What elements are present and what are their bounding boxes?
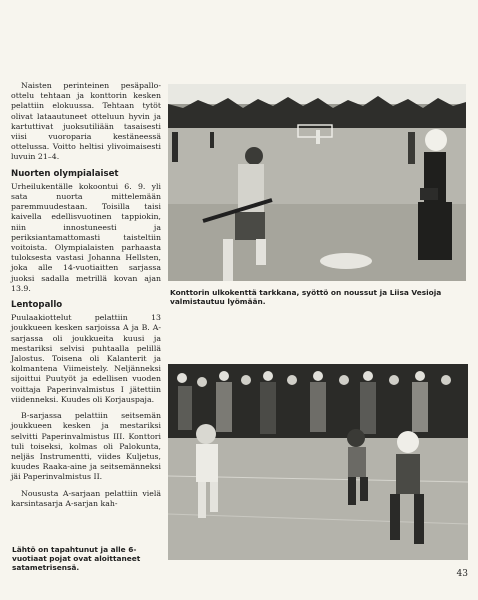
intro-paragraph: Naisten perinteinen pesäpallo-ottelu tehtaan ja konttorin kesken pelattiin elokuussa. Tehtaan tytöt olivat lataautuneet otteluun hyvin ja kartuttivat juoksutiliään tasaisesti viisi vuoroparia kestäneessä ottelussa. Voitto heltisi ylivoimaisesti luvuin 21–4.: [11, 81, 161, 162]
photo-juoksu-caption: Lähtö on tapahtunut ja alle 6-vuotiaat pojat ovat aloittaneet satametrisensä.: [12, 545, 141, 572]
page-number: 43: [456, 569, 468, 579]
olympics-paragraph: Urheilukentälle kokoontui 6. 9. yli sata nuorta mittelemään paremmuudestaan. Toisilla taisi kaivella edellisvuotinen tappiokin, niin innostuneesti ja periksiantamattomasti taisteltiin voitoista. Olympialaisten parhaasta tuloksesta vastasi Johanna Hellsten, joka alle 14-vuotiaitten sarjassa juoksi sadalla metrillä kovan ajan 13.9.: [11, 181, 161, 293]
photo-pesapallo-image: [168, 84, 466, 281]
section-heading-olympics: Nuorten olympialaiset: [11, 168, 119, 179]
volleyball-paragraph-3: Noususta A-sarjaan pelattiin vielä karsintasarja A-sarjan kah-: [11, 488, 161, 508]
photo-juoksu-image: [168, 364, 468, 560]
photo-juoksu: [168, 364, 468, 560]
photo-pesapallo: [168, 84, 466, 281]
article-column: [11, 81, 161, 515]
photo-pesapallo-caption: Konttorin ulkokenttä tarkkana, syöttö on noussut ja Liisa Vesioja valmistautuu lyömään.: [170, 288, 442, 306]
section-heading-volleyball: Lentopallo: [11, 300, 63, 311]
volleyball-paragraph-2: B-sarjassa pelattiin seitsemän joukkueen kesken ja mestariksi selvitti Paperinvalmistus III. Konttori tuli toiseksi, kolmas oli Palokunta, neljäs Instrumentti, viides Kuljetus, kuudes Raaka-aine ja seitsemänneksi jäi Paperinvalmistus II.: [11, 411, 161, 482]
volleyball-paragraph-1: Puulaakiottelut pelattiin 13 joukkueen kesken sarjoissa A ja B. A-sarjassa oli joukkueita kuusi ja mestariksi selvisi puhtaalla pelillä Jalostus. Toisena oli Kalanterit ja kolmantena Viimeistely. Neljänneksi sijoittui Puutyöt ja edellisen vuoden voittaja Paperinvalmistus I jätettiin viidenneksi. Kuudes oli Korjauspaja.: [11, 313, 161, 404]
